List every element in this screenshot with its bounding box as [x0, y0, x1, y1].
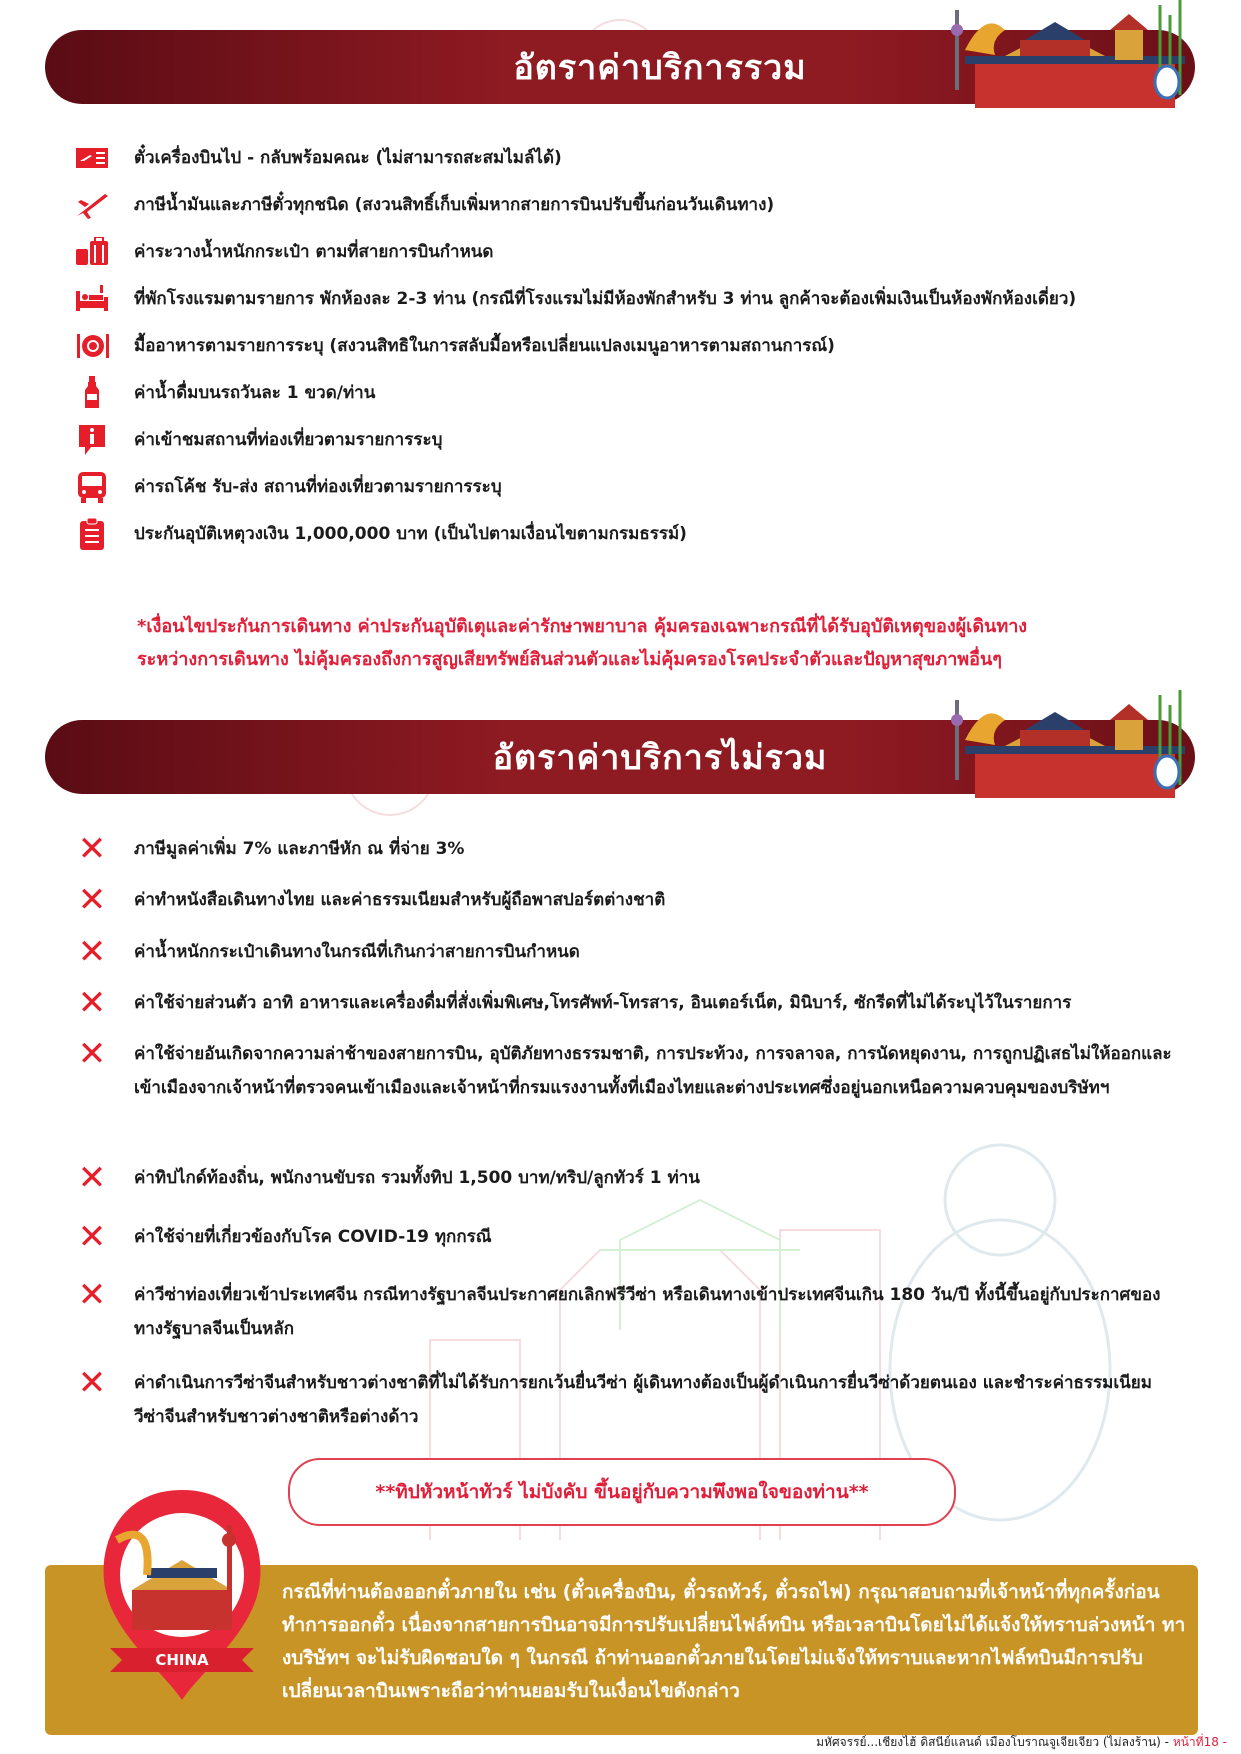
excluded-item [72, 932, 1172, 972]
included-item-text: ภาษีน้ำมันและภาษีตั๋วทุกชนิด (สงวนสิทธิ์เก็บเพิ่มหากสายการบินปรับขึ้นก่อนวันเดินทาง) [134, 195, 775, 215]
info-icon [72, 423, 112, 457]
x-mark-icon: ✕ [77, 1363, 107, 1403]
page-number: หน้าที่18 - [1172, 1735, 1227, 1749]
included-item [72, 470, 1172, 504]
tour-leader-tip-note [288, 1458, 956, 1526]
insurance-note-line: ระหว่างการเดินทาง ไม่คุ้มครองถึงการสูญเสียทรัพย์สินส่วนตัวและไม่คุ้มครองโรคประจำตัวและปัญหาสุขภาพอื่นๆ [137, 649, 1002, 670]
included-item-text: ประกันอุบัติเหตุวงเงิน 1,000,000 บาท (เป็นไปตามเงื่อนไขตามกรมธรรม์) [134, 524, 687, 544]
excluded-item-text: ค่าวีซ่าท่องเที่ยวเข้าประเทศจีน กรณีทางรัฐบาลจีนประกาศยกเลิกฟรีวีซ่า หรือเดินทางเข้าประเทศจีนเกิน 180 วัน/ปี ทั้งนี้ขึ้นอยู่กับประกาศของทางรัฐบาลจีนเป็นหลัก [134, 1285, 1161, 1339]
excluded-item [72, 1217, 1172, 1257]
footer-title: มหัศจรรย์...เชียงไฮ้ ดิสนีย์แลนด์ เมืองโบราณจูเจียเจียว (ไม่ลงร้าน) - [816, 1735, 1173, 1749]
hotel-bed-icon [72, 282, 112, 316]
excluded-item-text: ค่าทำหนังสือเดินทางไทย และค่าธรรมเนียมสำหรับผู้ถือพาสปอร์ตต่างชาติ [134, 890, 666, 910]
page-footer [816, 1733, 1227, 1752]
insurance-note-line: *เงื่อนไขประกันการเดินทาง ค่าประกันอุบัติเตุและค่ารักษาพยาบาล คุ้มครองเฉพาะกรณีที่ได้รับอุบัติเหตุของผู้เดินทาง [137, 616, 1028, 637]
excluded-item-text: ภาษีมูลค่าเพิ่ม 7% และภาษีหัก ณ ที่จ่าย 3% [134, 839, 465, 859]
excluded-item [72, 1034, 1172, 1105]
x-mark-icon: ✕ [77, 1217, 107, 1257]
included-item-text: ตั๋วเครื่องบินไป - กลับพร้อมคณะ (ไม่สามารถสะสมไมล์ได้) [134, 148, 562, 168]
included-item-text: ค่ารถโค้ช รับ-ส่ง สถานที่ท่องเที่ยวตามรายการระบุ [134, 477, 502, 497]
clipboard-icon [72, 517, 112, 551]
china-badge-label: CHINA [155, 1651, 209, 1669]
x-mark-icon: ✕ [77, 829, 107, 869]
included-item-text: มื้ออาหารตามรายการระบุ (สงวนสิทธิในการสลับมื้อหรือเปลี่ยนแปลงเมนูอาหารตามสถานการณ์) [134, 336, 835, 356]
included-item-text: ที่พักโรงแรมตามรายการ พักห้องละ 2-3 ท่าน (กรณีที่โรงแรมไม่มีห้องพักสำหรับ 3 ท่าน ลูกค้าจะต้องเพิ่มเงินเป็นห้องพักห้องเดี่ยว) [134, 289, 1077, 309]
china-map-pin-badge [92, 1480, 272, 1710]
included-item-text: ค่าระวางน้ำหนักกระเป๋า ตามที่สายการบินกำหนด [134, 242, 494, 262]
x-mark-icon: ✕ [77, 932, 107, 972]
excluded-item [72, 1275, 1172, 1346]
china-landmarks-illustration [945, 690, 1195, 800]
excluded-item [72, 983, 1172, 1023]
excluded-item-text: ค่าทิปไกด์ท้องถิ่น, พนักงานขับรถ รวมทั้งทิป 1,500 บาท/ทริป/ลูกทัวร์ 1 ท่าน [134, 1168, 700, 1188]
included-title: อัตราค่าบริการรวม [513, 48, 807, 88]
excluded-item [72, 1158, 1172, 1198]
included-item [72, 423, 1172, 457]
excluded-item-text: ค่าใช้จ่ายอันเกิดจากความล่าช้าของสายการบิน, อุบัติภัยทางธรรมชาติ, การประท้วง, การจลาจล, การนัดหยุดงาน, การถูกปฏิเสธไม่ให้ออกและเข้าเมืองจากเจ้าหน้าที่ตรวจคนเข้าเมืองและเจ้าหน้าที่กรมแรงงานทั้งที่เมืองไทยและต่างประเทศซึ่งอยู่นอกเหนือความควบคุมของบริษัทฯ [134, 1044, 1172, 1098]
luggage-icon [72, 235, 112, 269]
included-item-text: ค่าเข้าชมสถานที่ท่องเที่ยวตามรายการระบุ [134, 430, 443, 450]
china-landmarks-illustration [945, 0, 1195, 110]
included-banner [45, 30, 1195, 104]
included-item [72, 517, 1172, 551]
water-bottle-icon [72, 376, 112, 410]
x-mark-icon: ✕ [77, 1275, 107, 1315]
included-item [72, 235, 1172, 269]
included-item [72, 188, 1172, 222]
included-item-text: ค่าน้ำดื่มบนรถวันละ 1 ขวด/ท่าน [134, 383, 376, 403]
excluded-item-text: ค่าใช้จ่ายส่วนตัว อาทิ อาหารและเครื่องดื่มที่สั่งเพิ่มพิเศษ,โทรศัพท์-โทรสาร, อินเตอร์เน็ต, มินิบาร์, ซักรีดที่ไม่ได้ระบุไว้ในรายการ [134, 993, 1072, 1013]
excluded-item [72, 1363, 1172, 1434]
meal-icon [72, 329, 112, 363]
included-item [72, 282, 1172, 316]
x-mark-icon: ✕ [77, 983, 107, 1023]
tip-note-text: **ทิปหัวหน้าทัวร์ ไม่บังคับ ขึ้นอยู่กับความพึงพอใจของท่าน** [375, 1481, 869, 1503]
excluded-item [72, 829, 1172, 869]
included-item [72, 329, 1172, 363]
excluded-item-text: ค่าน้ำหนักกระเป๋าเดินทางในกรณีที่เกินกว่าสายการบินกำหนด [134, 942, 580, 962]
excluded-item-text: ค่าดำเนินการวีซ่าจีนสำหรับชาวต่างชาติที่ไม่ได้รับการยกเว้นยื่นวีซ่า ผู้เดินทางต้องเป็นผู้ดำเนินการยื่นวีซ่าด้วยตนเอง และชำระค่าธรรมเนียมวีซ่าจีนสำหรับชาวต่างชาติหรือต่างด้าว [134, 1373, 1152, 1427]
plane-ticket-icon [72, 141, 112, 175]
excluded-item-text: ค่าใช้จ่ายที่เกี่ยวข้องกับโรค COVID-19 ทุกกรณี [134, 1227, 492, 1247]
insurance-note [137, 610, 1147, 676]
included-item [72, 141, 1172, 175]
x-mark-icon: ✕ [77, 880, 107, 920]
included-item [72, 376, 1172, 410]
excluded-banner [45, 720, 1195, 794]
airplane-icon [72, 188, 112, 222]
x-mark-icon: ✕ [77, 1034, 107, 1074]
bus-icon [72, 470, 112, 504]
excluded-title: อัตราค่าบริการไม่รวม [492, 738, 828, 778]
ticket-notice-text: กรณีที่ท่านต้องออกตั๋วภายใน เช่น (ตั๋วเครื่องบิน, ตั๋วรถทัวร์, ตั๋วรถไฟ) กรุณาสอบถามที่เจ้าหน้าที่ทุกครั้งก่อนทำการออกตั๋ว เนื่องจากสายการบินอาจมีการปรับเปลี่ยนไฟล์ทบิน หรือเวลาบินโดยไม่ได้แจ้งให้ทราบล่วงหน้า ทางบริษัทฯ จะไม่รับผิดชอบใด ๆ ในกรณี ถ้าท่านออกตั๋วภายในโดยไม่แจ้งให้ทราบและหากไฟล์ทบินมีการปรับเปลี่ยนเวลาบินเพราะถือว่าท่านยอมรับในเงื่อนไขดังกล่าว [282, 1581, 1186, 1702]
excluded-item [72, 880, 1172, 920]
x-mark-icon: ✕ [77, 1158, 107, 1198]
